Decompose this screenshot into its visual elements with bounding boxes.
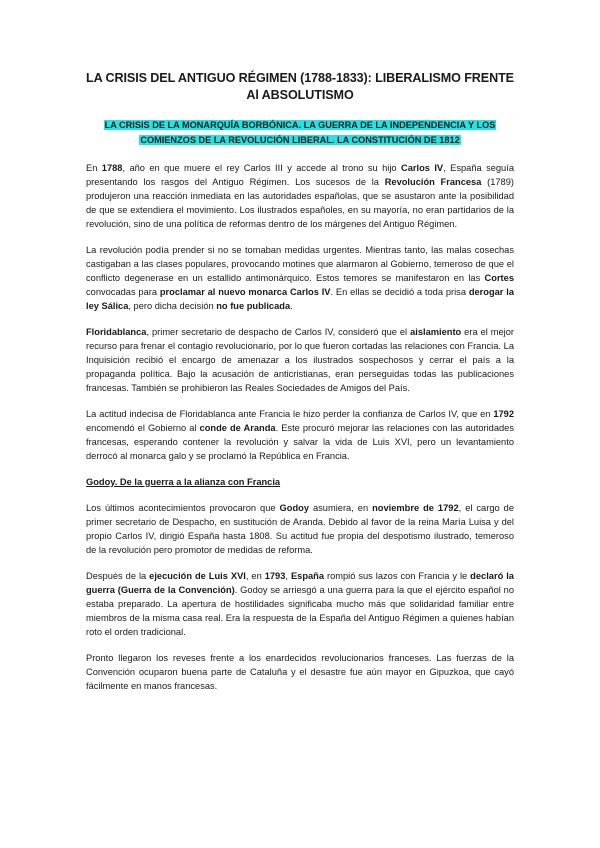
- text-run: , en: [245, 570, 265, 581]
- text-run: , el cargo de primer secretario de Despacho, en sustitución de Aranda. Debido al favor de la reina María Luisa y del propio Carlos IV, dirigió España hasta 1808. Su actitud fue propia del despotismo ilustrado, temeroso de la revolución pero promotor de medidas de reforma.: [86, 502, 514, 556]
- paragraph-3: [86, 325, 514, 395]
- text-run: , España seguía presentando los rasgos del Antiguo Régimen. Los sucesos de la: [86, 163, 514, 188]
- text-run: , primer secretario de despacho de Carlos IV, consideró que el: [146, 326, 411, 337]
- text-run: era el mejor recurso para frenar el contagio revolucionario, por lo que fueron cortadas las relaciones con Francia. La Inquisición recibió el encargo de amenazar a los ilustrados sospechosos y cerrar el país a la propaganda política. Bajo la acusación de anticristianas, eran perseguidas todas las publicaciones francesas. También se prohibieron las Reales Sociedades de Amigos del País.: [86, 326, 514, 394]
- bold-text-run: Cortes: [484, 273, 514, 284]
- text-run: .: [290, 301, 293, 312]
- paragraph-6: [86, 569, 514, 639]
- bold-text-run: 1788: [101, 163, 123, 173]
- bold-text-run: noviembre de 1792: [372, 502, 459, 513]
- bold-text-run: Godoy: [279, 502, 309, 513]
- bold-text-run: derogar la ley Sálica: [86, 287, 514, 312]
- bold-text-run: Revolución Francesa: [384, 177, 482, 188]
- title-line-1: LA CRISIS DEL ANTIGUO RÉGIMEN (1788-1833): LIBERALISMO FRENTE: [86, 71, 514, 85]
- text-run: La actitud indecisa de Floridablanca ante Francia le hizo perder la confianza de Carlos IV, que en: [86, 408, 494, 419]
- text-run: , pero dicha decisión: [128, 301, 217, 312]
- text-run: . Godoy se arriesgó a una guerra para la que el ejército español no estaba preparado. La apertura de hostilidades significaba mucho más que solidaridad familiar entre miembros de la misma casa real. Era la respuesta de la España del Antiguo Régimen a quienes habían roto el orden tradicional.: [86, 584, 514, 638]
- document-title: [86, 70, 514, 104]
- bold-text-run: España: [290, 570, 325, 581]
- bold-text-run: proclamar al nuevo monarca Carlos IV: [159, 287, 331, 298]
- paragraph-2: [86, 243, 514, 313]
- title-line-2: Al ABSOLUTISMO: [246, 88, 354, 102]
- bold-text-run: declaró la guerra (Guerra de la Convención): [86, 570, 514, 595]
- bold-text-run: ejecución de Luis XVI: [149, 570, 246, 581]
- paragraph-4: [86, 407, 514, 463]
- bold-text-run: 1792: [493, 408, 514, 419]
- text-run: Pronto llegaron los reveses frente a los enardecidos revolucionarios franceses. Las fuerzas de la Convención ocuparon buena parte de Cataluña y el desastre fue aún mayor en Gipuzkoa, que cayó fácilmente en manos francesas.: [86, 652, 514, 691]
- bold-text-run: no fue publicada: [216, 301, 291, 312]
- text-run: Después de la: [86, 570, 150, 581]
- text-run: ,: [285, 570, 291, 581]
- text-run: , año en que muere el rey Carlos III y accede al trono su hijo: [122, 163, 401, 173]
- text-run: La revolución podía prender si no se tomaban medidas urgentes. Mientras tanto, las malas cosechas castigaban a las clases populares, provocando motines que alarmaron al Gobierno, temeroso de que el conflicto degenerase en un estallido antimonárquico. Estos temores se manifestaron en las: [86, 244, 514, 284]
- text-run: Los últimos acontecimientos provocaron que: [86, 502, 280, 513]
- subtitle-line-2: COMIENZOS DE LA REVOLUCIÓN LIBERAL. LA CONSTITUCIÓN DE 1812: [140, 135, 460, 145]
- text-run: asumiera, en: [309, 502, 373, 513]
- text-run: . En ellas se decidió a toda prisa: [330, 287, 469, 298]
- section-heading: Godoy. De la guerra a la alianza con Francia: [86, 476, 281, 487]
- bold-text-run: conde de Aranda: [199, 423, 276, 433]
- text-run: rompió sus lazos con Francia y le: [324, 570, 471, 581]
- text-run: encomendó el Gobierno al: [86, 423, 200, 433]
- text-run: (1789) produjeron una reacción inmediata en las autoridades españolas, que se asustaron ante la posibilidad de que se extendiera el movimiento. Los ilustrados españoles, en su mayoría, no eran partidarios de la revolución, sino de una política de reformas dentro de los márgenes del Antiguo Régimen.: [86, 177, 514, 230]
- bold-text-run: Floridablanca: [86, 326, 147, 337]
- bold-text-run: 1793: [264, 570, 286, 581]
- text-run: . Este procuró mejorar las relaciones con las autoridades francesas, esperando contener la revolución y salvar la vida de Luis XVI, pero un levantamiento derrocó al monarca galo y se proclamó la República en Francia.: [86, 423, 514, 462]
- bold-text-run: Carlos IV: [401, 163, 444, 173]
- paragraph-5: [86, 501, 514, 557]
- text-run: En: [86, 163, 102, 173]
- paragraph-1: [86, 161, 514, 231]
- paragraph-7: [86, 651, 514, 693]
- text-run: convocadas para: [86, 287, 160, 298]
- bold-text-run: aislamiento: [410, 326, 462, 337]
- subtitle-line-1: LA CRISIS DE LA MONARQUÍA BORBÓNICA. LA GUERRA DE LA INDEPENDENCIA Y LOS: [104, 120, 496, 130]
- highlighted-subtitle: [86, 118, 514, 148]
